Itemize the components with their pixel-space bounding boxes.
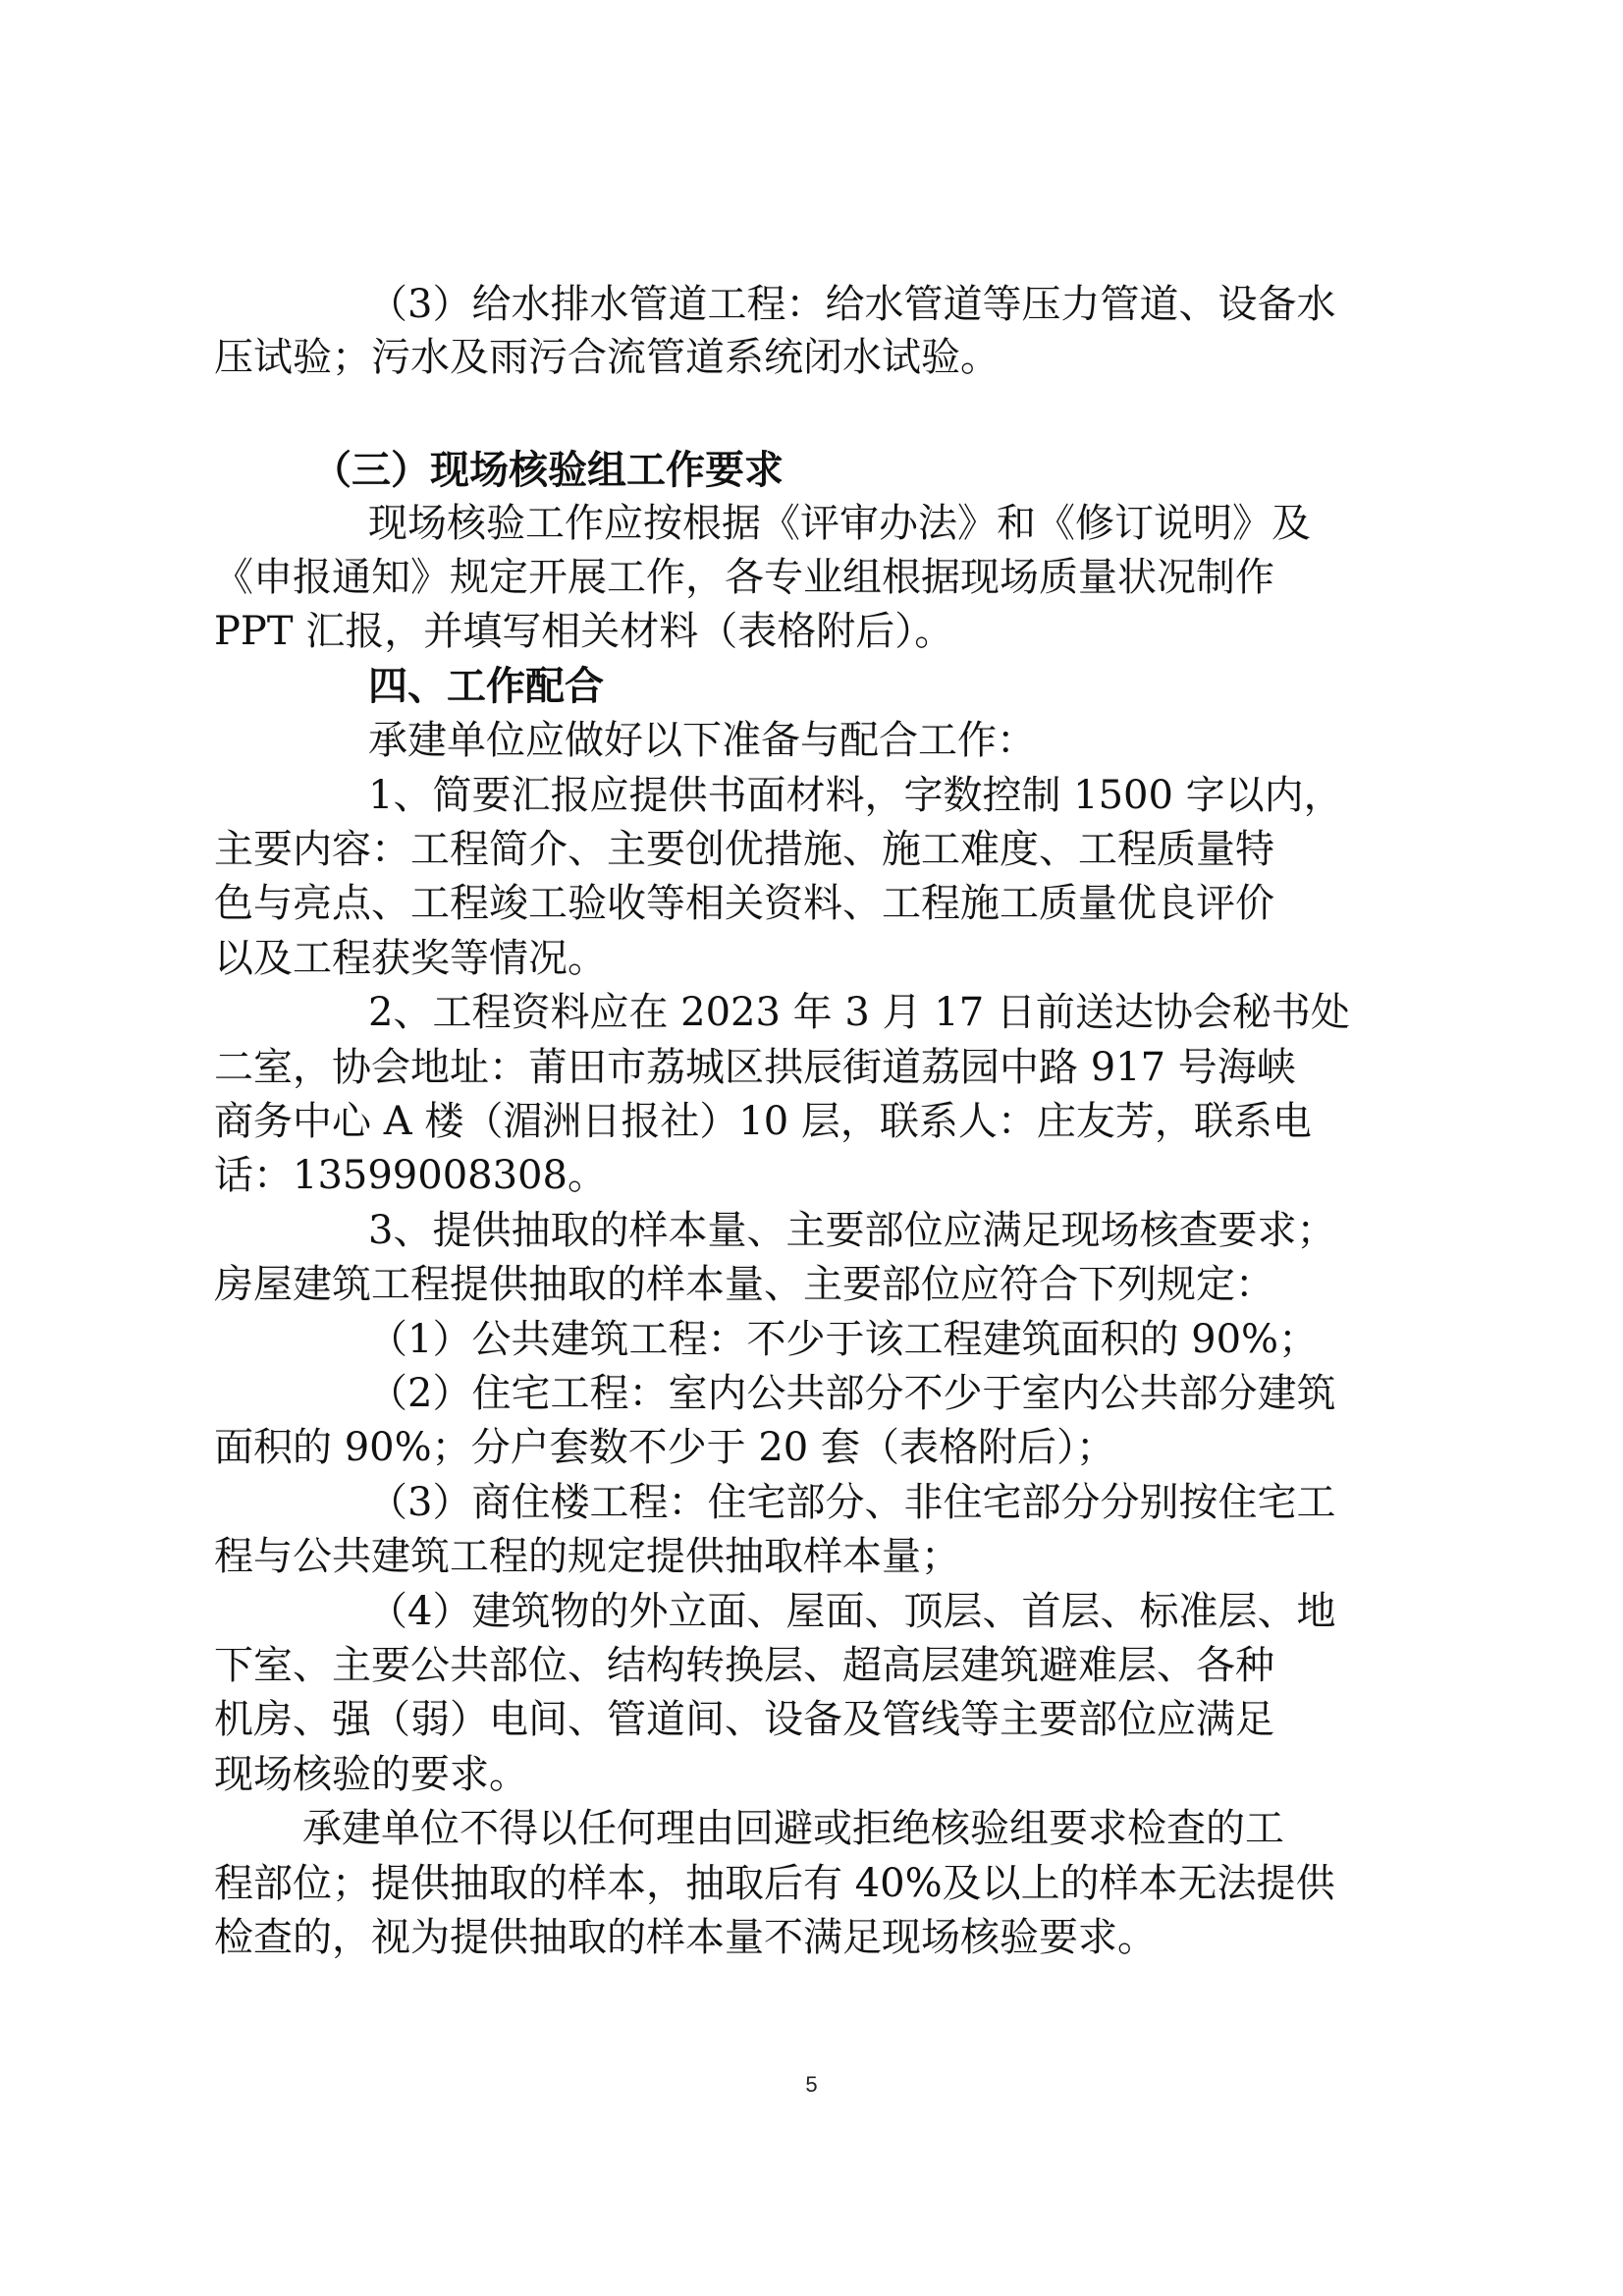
text-line: （3）给水排水管道工程：给水管道等压力管道、设备水 [368, 282, 1336, 327]
text-line: 下室、主要公共部位、结构转换层、超高层建筑避难层、各种 [214, 1643, 1274, 1688]
page-number: 5 [805, 2072, 818, 2097]
text-line: 现场核验工作应按根据《评审办法》和《修订说明》及 [368, 501, 1311, 546]
text-line: 现场核验的要求。 [214, 1752, 528, 1797]
text-line: 以及工程获奖等情况。 [214, 936, 607, 981]
chapter-heading: 四、工作配合 [368, 664, 604, 709]
text-line: 房屋建筑工程提供抽取的样本量、主要部位应符合下列规定： [214, 1262, 1274, 1307]
text-line: 程与公共建筑工程的规定提供抽取样本量； [214, 1534, 960, 1579]
section-heading: （三）现场核验组工作要求 [312, 448, 784, 493]
text-line: 商务中心 A 楼（湄洲日报社）10 层，联系人：庄友芳，联系电 [214, 1099, 1312, 1144]
text-line: 《申报通知》规定开展工作，各专业组根据现场质量状况制作 [214, 555, 1274, 600]
text-line: （2）住宅工程：室内公共部分不少于室内公共部分建筑 [368, 1371, 1336, 1416]
text-line: （3）商住楼工程：住宅部分、非住宅部分分别按住宅工 [368, 1480, 1336, 1525]
text-line: 压试验；污水及雨污合流管道系统闭水试验。 [214, 335, 1000, 380]
text-line: （4）建筑物的外立面、屋面、顶层、首层、标准层、地 [368, 1589, 1336, 1634]
text-line: 机房、强（弱）电间、管道间、设备及管线等主要部位应满足 [214, 1697, 1274, 1742]
text-line: 1、简要汇报应提供书面材料，字数控制 1500 字以内， [368, 773, 1343, 818]
text-line: 话：13599008308。 [214, 1153, 607, 1198]
text-line: 承建单位不得以任何理由回避或拒绝核验组要求检查的工 [302, 1806, 1284, 1851]
text-line: 色与亮点、工程竣工验收等相关资料、工程施工质量优良评价 [214, 881, 1274, 926]
text-line: 主要内容：工程简介、主要创优措施、施工难度、工程质量特 [214, 827, 1274, 872]
text-line: 二室，协会地址：莆田市荔城区拱辰街道荔园中路 917 号海峡 [214, 1045, 1296, 1090]
text-line: 承建单位应做好以下准备与配合工作： [368, 718, 1036, 763]
text-line: （1）公共建筑工程：不少于该工程建筑面积的 90%； [368, 1317, 1319, 1362]
text-line: 面积的 90%；分户套数不少于 20 套（表格附后）； [214, 1425, 1115, 1470]
text-line: 程部位；提供抽取的样本，抽取后有 40%及以上的样本无法提供 [214, 1861, 1335, 1906]
text-line: 检查的，视为提供抽取的样本量不满足现场核验要求。 [214, 1915, 1157, 1960]
text-line: 3、提供抽取的样本量、主要部位应满足现场核查要求； [368, 1208, 1336, 1253]
text-line: 2、工程资料应在 2023 年 3 月 17 日前送达协会秘书处 [368, 990, 1350, 1035]
text-line: PPT 汇报，并填写相关材料（表格附后）。 [214, 609, 954, 654]
